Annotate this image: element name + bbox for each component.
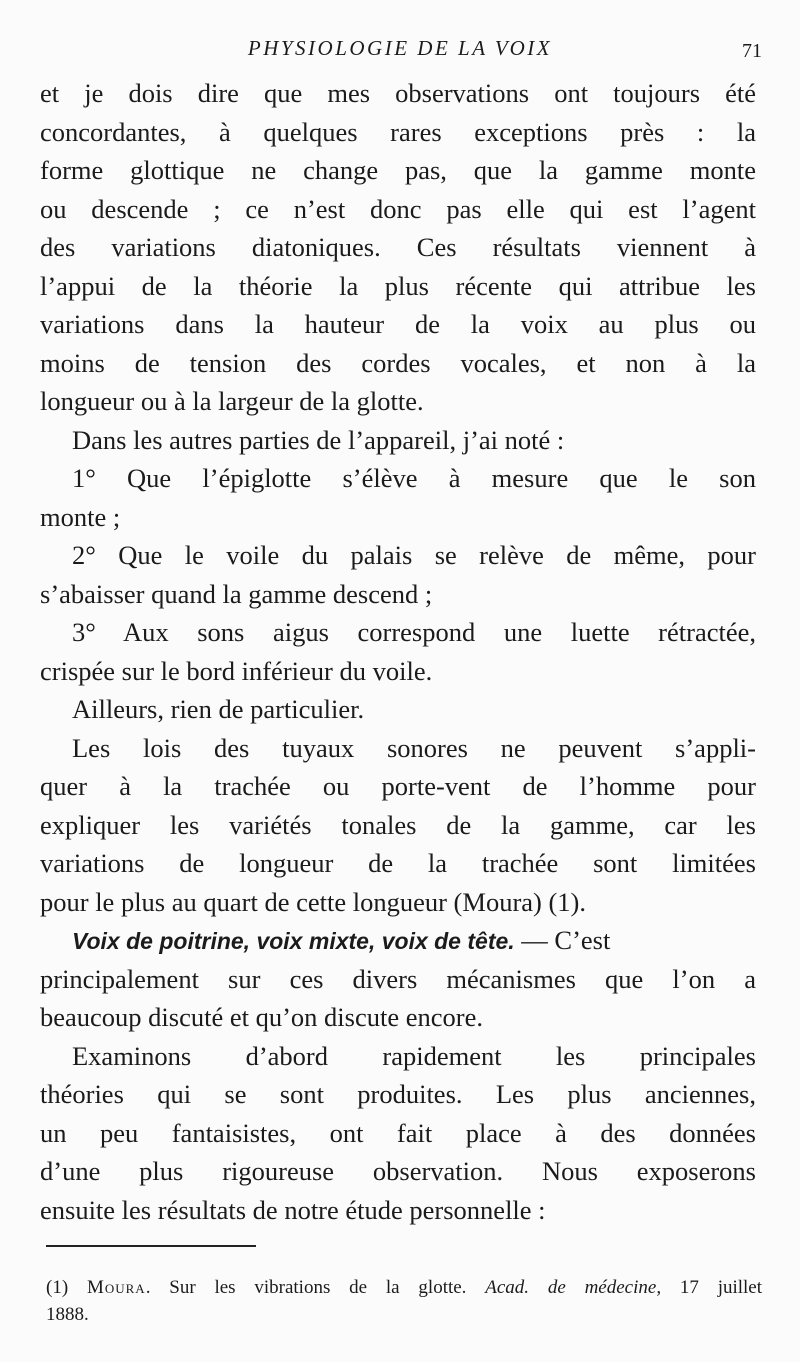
text-line: concordantes, à quelques rares exceptions près : la [40, 116, 756, 147]
text-line: quer à la trachée ou porte-vent de l’homme pour [40, 771, 756, 801]
text-line: théories qui se sont produites. Les plus anciennes, [40, 1079, 756, 1109]
text-line: monte ; [40, 501, 121, 532]
footnote-marker: (1) [46, 1277, 69, 1298]
section-heading-continuation: — C’est [514, 925, 611, 955]
footnote-date: 17 juillet [679, 1277, 763, 1298]
text-line: d’une plus rigoureuse observation. Nous exposerons [40, 1156, 756, 1186]
text-line: expliquer les variétés tonales de la gamme, car les [40, 809, 756, 840]
footnote [46, 1274, 762, 1328]
text-line: moins de tension des cordes vocales, et non à la [40, 347, 756, 378]
text-line: variations dans la hauteur de la voix au plus ou [40, 309, 756, 339]
running-head [0, 34, 800, 64]
text-line [40, 921, 756, 960]
text-line: principalement sur ces divers mécanismes que l’on a [40, 963, 756, 994]
text-line: crispée sur le bord inférieur du voile. [40, 655, 433, 686]
text-line: ensuite les résultats de notre étude personnelle : [40, 1194, 546, 1225]
text-line: l’appui de la théorie la plus récente qui attribue les [40, 270, 756, 301]
text-line: Dans les autres parties de l’appareil, j’ai noté : [72, 424, 565, 455]
text-line: 3° Aux sons aigus correspond une luette rétractée, [72, 617, 756, 647]
footnote-rule [46, 1245, 256, 1247]
footnote-year: 1888. [46, 1304, 89, 1325]
text-line: Ailleurs, rien de particulier. [72, 694, 365, 724]
text-line: longueur ou à la largeur de la glotte. [40, 386, 424, 416]
footnote-line [46, 1301, 762, 1328]
footnote-line [46, 1274, 762, 1301]
body-text [40, 74, 756, 1229]
section-heading: Voix de poitrine, voix mixte, voix de tête. [72, 928, 515, 954]
text-line: variations de longueur de la trachée sont limitées [40, 848, 756, 878]
text-line: 1° Que l’épiglotte s’élève à mesure que le son [72, 463, 756, 493]
text-line: forme glottique ne change pas, que la gamme monte [40, 155, 756, 185]
footnote-title: . Sur les vibrations de la glotte. [145, 1277, 467, 1298]
footnote-journal: Acad. de médecine, [485, 1277, 662, 1298]
running-title: PHYSIOLOGIE DE LA VOIX [247, 36, 553, 60]
text-line: s’abaisser quand la gamme descend ; [40, 578, 433, 609]
text-line: 2° Que le voile du palais se relève de même, pour [72, 540, 756, 570]
text-line: des variations diatoniques. Ces résultats viennent à [40, 232, 756, 262]
text-line: Les lois des tuyaux sonores ne peuvent s’appli- [72, 732, 756, 763]
text-line: ou descende ; ce n’est donc pas elle qui est l’agent [40, 193, 756, 224]
text-line: beaucoup discuté et qu’on discute encore. [40, 1002, 483, 1032]
text-line: et je dois dire que mes observations ont toujours été [40, 78, 756, 108]
footnote-author: Moura [86, 1277, 146, 1298]
text-line: pour le plus au quart de cette longueur (Moura) (1). [40, 886, 587, 917]
page-number: 71 [742, 40, 762, 62]
text-line: un peu fantaisistes, ont fait place à des données [40, 1117, 756, 1148]
text-line: Examinons d’abord rapidement les principales [72, 1040, 756, 1071]
